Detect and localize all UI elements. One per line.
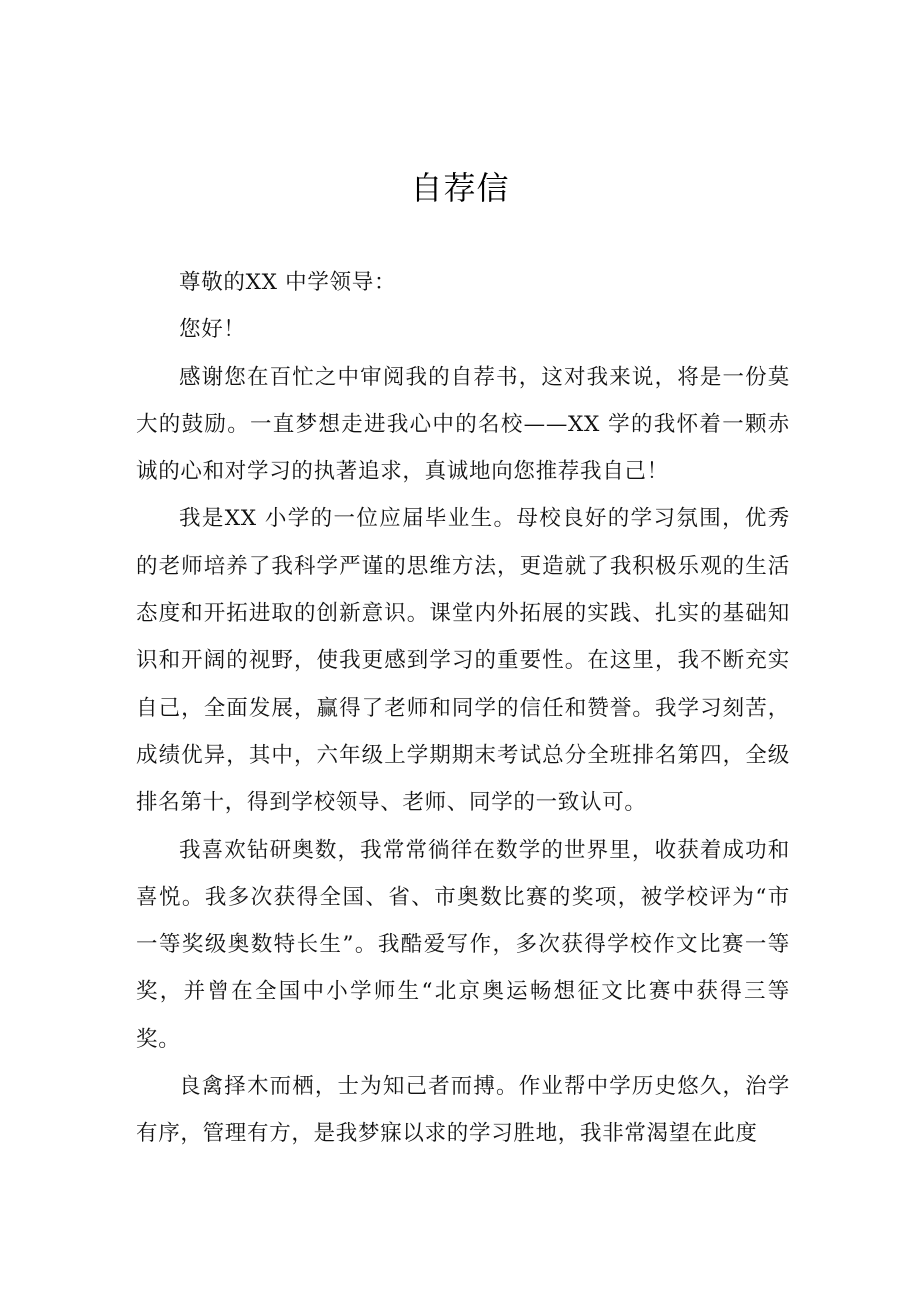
paragraph: 良禽择木而栖，士为知己者而搏。作业帮中学历史悠久，治学有序，管理有方，是我梦寐以求的学习胜地，我非常渴望在此度 [136,1074,790,1147]
paragraph: 我喜欢钻研奥数，我常常徜徉在数学的世界里，收获着成功和喜悦。我多次获得全国、省、市奥数比赛的奖项，被学校评为“市一等奖级奥数特长生”。我酷爱写作，多次获得学校作文比赛一等奖，并曾在全国中小学师生“北京奥运畅想征文比赛中获得三等奖。 [136,837,790,1052]
letter-title: 自荐信 [410,169,510,207]
greeting: 您好！ [179,317,246,343]
letter-body [136,259,790,1158]
paragraph: 感谢您在百忙之中审阅我的自荐书，这对我来说，将是一份莫大的鼓励。一直梦想走进我心中的名校——XX 学的我怀着一颗赤诚的心和对学习的执著追求，真诚地向您推荐我自己！ [136,364,790,485]
salutation: 尊敬的XX 中学领导： [179,270,397,295]
paragraph: 我是XX 小学的一位应届毕业生。母校良好的学习氛围，优秀的老师培养了我科学严谨的思维方法，更造就了我积极乐观的生活态度和开拓进取的创新意识。课堂内外拓展的实践、扎实的基础知识和开阔的视野，使我更感到学习的重要性。在这里，我不断充实自己，全面发展，赢得了老师和同学的信任和赞誉。我学习刻苦，成绩优异，其中，六年级上学期期末考试总分全班排名第四，全级排名第十，得到学校领导、老师、同学的一致认可。 [136,506,790,816]
